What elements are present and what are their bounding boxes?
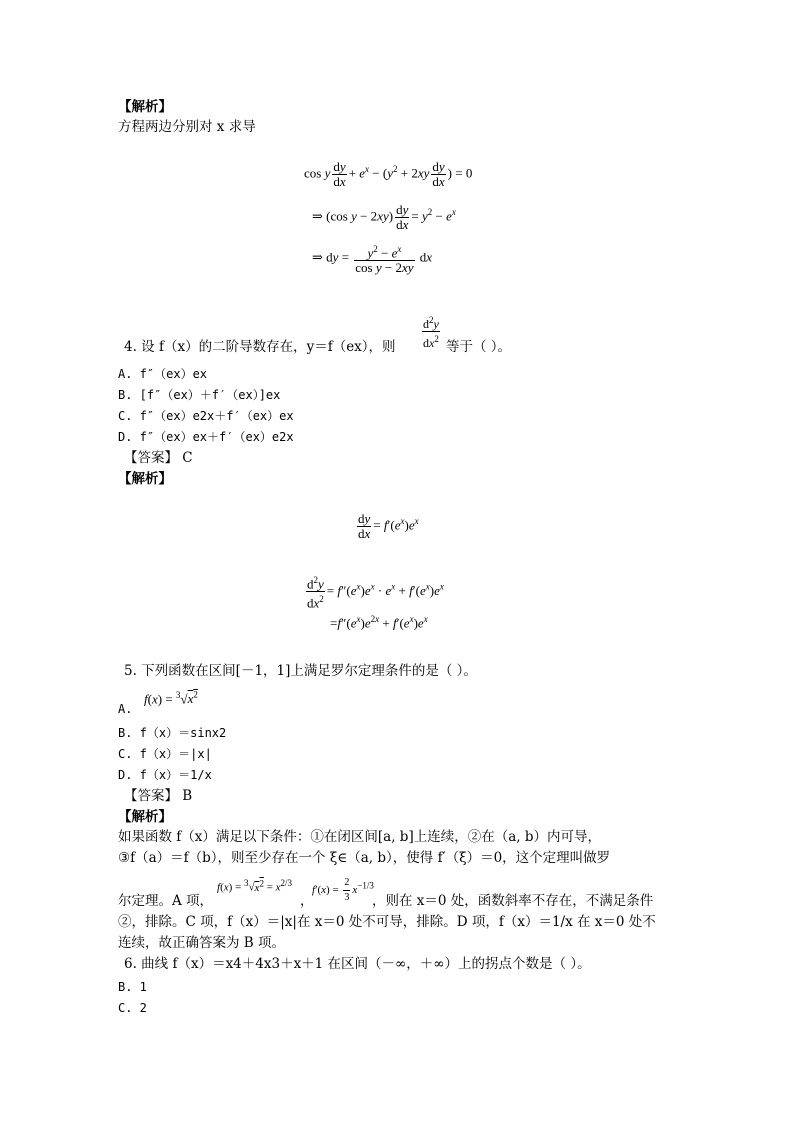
q5-analysis-line-5: 连续，故正确答案为 B 项。 — [118, 935, 286, 951]
q5-stem: 5. 下列函数在区间[－1，1]上满足罗尔定理条件的是（ ）。 — [124, 663, 477, 679]
q5-option-a-formula: $f(x) = ^3√x^2$ — [144, 690, 198, 707]
q6-stem: 6. 曲线 f（x）＝x4＋4x3＋x＋1 在区间（－∞，＋∞）上的拐点个数是（ ）。 — [124, 956, 591, 972]
q5-option-d: D. f（x）＝1/x — [118, 768, 212, 782]
q5-analysis-label: 【解析】 — [118, 809, 172, 825]
equation-derivative-1: cos y $\frac{dy}{dx}$ + $e^x - (y^2 + 2xy$ $\frac{dy}{dx}$ ) = 0 — [304, 159, 473, 189]
q4-option-a: A. f″（ex）ex — [118, 367, 208, 381]
q3-analysis-intro: 方程两边分别对 x 求导 — [118, 119, 256, 135]
q4-option-c: C. f″（ex）e2x＋f′（ex）ex — [118, 409, 294, 423]
q4-stem-prefix: 4. 设 f（x）的二阶导数存在，y＝f（ex），则 — [124, 339, 396, 355]
q5-analysis-line-3-a: 尔定理。A 项， — [118, 893, 214, 909]
d2y-dx2-fraction: $\frac{d^2y}{dx^2}$ — [423, 315, 439, 350]
formula-f-prime-x: f′(x) = $\frac{2}{3}$ $x^{-1/3}$ — [312, 877, 374, 903]
formula-f-x-cube-root: $f(x) = ^3√x^2 = x^{2/3}$ — [217, 878, 293, 894]
q5-option-a-label: A. — [118, 702, 133, 716]
q3-analysis-label: 【解析】 — [118, 99, 172, 115]
q4-analysis-label: 【解析】 — [118, 471, 172, 487]
equation-first-derivative: $\frac{dy}{dx}$ = $f'(e^x)e^x$ — [358, 511, 419, 541]
q6-option-b: B. 1 — [118, 980, 147, 994]
equation-derivative-3: ⇒ dy = $\frac{y^2 - e^x}{\text{cos y − 2xy}}$ dx — [312, 244, 433, 276]
equation-second-derivative-2: $=f''(e^x)e^{2x} + f'(e^x)e^x$ — [330, 614, 428, 631]
q4-option-b: B. [f″（ex）＋f′（ex）]ex — [118, 388, 281, 402]
equation-derivative-2: ⇒ (cos y − 2xy) $\frac{dy}{dx}$ = $y^2 - e^x$ — [312, 202, 456, 232]
q5-option-b: B. f（x）＝sinx2 — [118, 726, 227, 740]
equation-second-derivative-1: $\frac{d^2y}{dx^2}$ = $f''(e^x)e^x \cdot e^x + f'(e^x)e^x$ — [307, 575, 444, 611]
q4-option-d: D. f″（ex）ex＋f′（ex）e2x — [118, 430, 294, 444]
q5-analysis-line-3-c: ，则在 x＝0 处，函数斜率不存在，不满足条件 — [372, 893, 654, 909]
q5-analysis-line-2: ③f（a）＝f（b），则至少存在一个 ξ∈（a, b），使得 f′（ξ）＝0，这个定理叫做罗 — [118, 850, 611, 866]
q4-stem-suffix: 等于（ ）。 — [446, 339, 512, 355]
q5-option-c: C. f（x）＝|x| — [118, 747, 212, 761]
q5-analysis-line-4: ②，排除。C 项，f（x）＝|x|在 x＝0 处不可导，排除。D 项，f（x）＝1/x 在 x＝0 处不 — [118, 914, 656, 930]
q5-analysis-line-1: 如果函数 f（x）满足以下条件：①在闭区间[a, b]上连续，②在（a, b）内可导， — [118, 829, 601, 845]
q4-answer: 【答案】 C — [124, 450, 193, 466]
q5-analysis-line-3-b: ， — [300, 893, 314, 909]
q5-answer: 【答案】 B — [124, 788, 193, 804]
q6-option-c: C. 2 — [118, 1001, 147, 1015]
